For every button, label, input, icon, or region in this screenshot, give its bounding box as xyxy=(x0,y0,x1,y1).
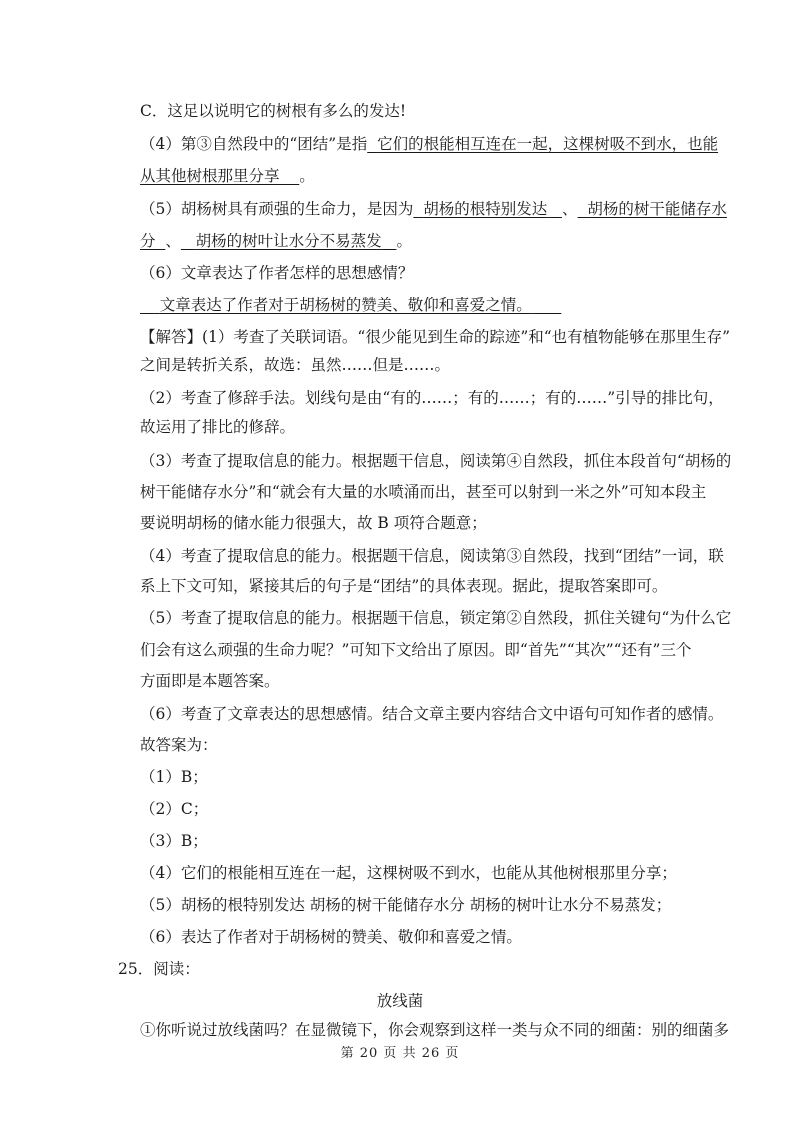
passage-paragraph: ①你听说过放线菌吗？在显微镜下，你会观察到这样一类与众不同的细菌：别的细菌多 xyxy=(140,1021,730,1039)
solution-line: 故运用了排比的修辞。 xyxy=(140,418,296,436)
solution-line: （3）考查了提取信息的能力。根据题干信息，阅读第④自然段，抓住本段首句“胡杨的 xyxy=(140,452,732,470)
period: 。 xyxy=(299,167,315,185)
question-4-prompt: （4）第③自然段中的“团结”是指 xyxy=(140,135,368,153)
solution-line: 方面即是本题答案。 xyxy=(140,672,280,690)
solution-line: 们会有这么顽强的生命力呢？”可知下文给出了原因。即“首先”“其次”“还有”三个 xyxy=(140,641,692,659)
answer-5-part-1: 胡杨的根特别发达 xyxy=(423,200,548,218)
answers-heading: 故答案为： xyxy=(140,736,218,754)
separator: 、 xyxy=(562,200,578,218)
answer-item: （4）它们的根能相互连在一起，这棵树吸不到水，也能从其他树根那里分享； xyxy=(140,864,677,882)
answer-5-part-2-cont: 分 xyxy=(140,232,156,250)
solution-line: 之间是转折关系，故选：虽然……但是……。 xyxy=(140,356,451,374)
question-5-prompt: （5）胡杨树具有顽强的生命力，是因为 xyxy=(140,200,414,218)
question-5-line xyxy=(140,198,727,220)
question-4-answer-text: 它们的根能相互连在一起，这棵树吸不到水，也能 xyxy=(377,135,719,153)
solution-line: （5）考查了提取信息的能力。根据题干信息，锁定第②自然段，抓住关键句“为什么它 xyxy=(140,609,732,627)
question-4-continuation xyxy=(140,165,315,187)
question-6-line: （6）文章表达了作者怎样的思想感情？ xyxy=(140,264,414,282)
answer-item: （3）B； xyxy=(140,832,208,850)
answer-item: （1）B； xyxy=(140,768,208,786)
option-c-line: C．这足以说明它的树根有多么的发达! xyxy=(140,102,407,120)
answer-item: （6）表达了作者对于胡杨树的赞美、敬仰和喜爱之情。 xyxy=(140,928,522,946)
period: 。 xyxy=(396,232,412,250)
answer-5-part-2: 胡杨的树干能储存水 xyxy=(587,200,727,218)
solution-line: （2）考查了修辞手法。划线句是由“有的……；有的……；有的……”引导的排比句， xyxy=(140,389,724,407)
separator: 、 xyxy=(165,232,181,250)
solution-line: 要说明胡杨的储水能力很强大，故 B 项符合题意； xyxy=(140,514,487,532)
solution-line: 系上下文可知，紧接其后的句子是“团结”的具体表现。据此，提取答案即可。 xyxy=(140,577,668,595)
question-6-answer-text: 文章表达了作者对于胡杨树的赞美、敬仰和喜爱之情。 xyxy=(159,296,532,314)
answer-item: （5）胡杨的根特别发达 胡杨的树干能储存水分 胡杨的树叶让水分不易蒸发； xyxy=(140,896,672,914)
solution-line: 树干能储存水分”和“就会有大量的水喷涌而出，甚至可以射到一米之外”可知本段主 xyxy=(140,483,707,501)
question-6-answer xyxy=(140,294,561,316)
answer-item: （2）C； xyxy=(140,800,209,818)
passage-title: 放线菌 xyxy=(376,992,424,1010)
answer-5-part-3: 胡杨的树叶让水分不易蒸发 xyxy=(195,232,382,250)
solution-line: （4）考查了提取信息的能力。根据题干信息，阅读第③自然段，找到“团结”一词，联 xyxy=(140,547,724,565)
question-4-answer xyxy=(367,135,718,153)
solution-line: （6）考查了文章表达的思想感情。结合文章主要内容结合文中语句可知作者的感情。 xyxy=(140,705,724,723)
question-4-line xyxy=(140,133,718,155)
solution-heading-line: 【解答】(1）考查了关联词语。“很少能见到生命的踪迹”和“也有植物能够在那里生存” xyxy=(140,328,731,346)
question-4-answer-cont: 从其他树根那里分享 xyxy=(140,167,280,185)
question-5-continuation xyxy=(140,230,412,252)
question-25-heading: 25．阅读： xyxy=(118,960,200,978)
page-footer: 第 20 页 共 26 页 xyxy=(340,1046,460,1061)
